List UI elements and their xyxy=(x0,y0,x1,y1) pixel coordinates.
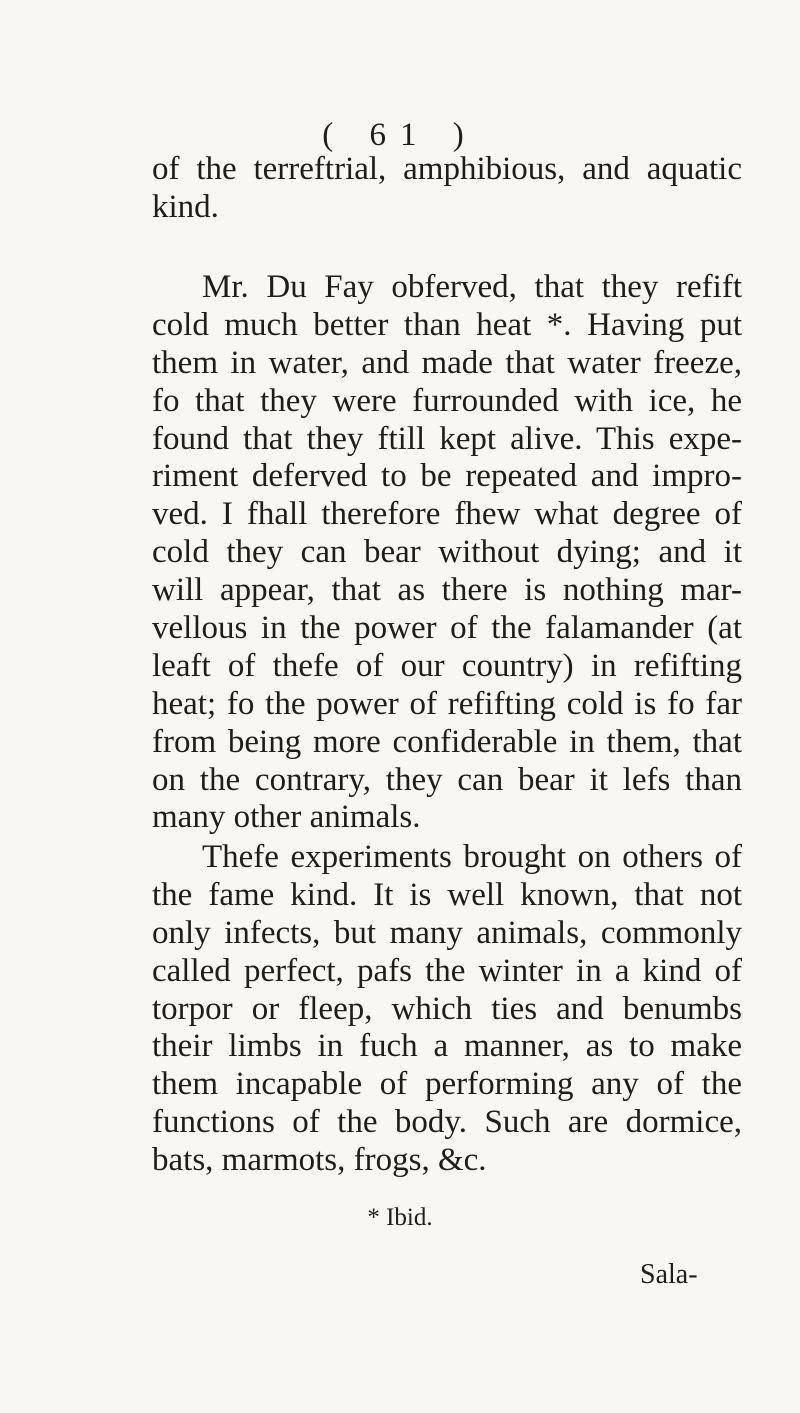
text-line: them incapable of performing any of the xyxy=(152,1066,742,1103)
text-line: many other animals. xyxy=(152,799,421,836)
text-line: Thefe experiments brought on others of xyxy=(202,839,742,875)
text-line: called perfect, pafs the winter in a kind of xyxy=(152,952,742,989)
text-line: their limbs in fuch a manner, as to make xyxy=(152,1028,742,1065)
text-line: heat; fo the power of refifting cold is fo far xyxy=(152,685,742,722)
text-line: only infects, but many animals, commonly xyxy=(152,914,742,951)
catchword: Sala- xyxy=(640,1259,698,1290)
text-line: torpor or fleep, which ties and benumbs xyxy=(152,990,742,1027)
text-line: kind. xyxy=(152,188,219,225)
text-line: leaft of thefe of our country) in refifting xyxy=(152,647,742,684)
text-line: from being more confiderable in them, that xyxy=(152,723,742,760)
text-line: them in water, and made that water freeze, xyxy=(152,344,742,381)
paragraph-1 xyxy=(152,151,742,227)
text-line: bats, marmots, frogs, &c. xyxy=(152,1142,487,1179)
text-line: ved. I fhall therefore fhew what degree of xyxy=(152,496,742,533)
text-line: the fame kind. It is well known, that not xyxy=(152,876,742,913)
paragraph-3 xyxy=(152,839,742,1180)
text-line: of the terreftrial, amphibious, and aquatic xyxy=(152,151,742,187)
text-line: functions of the body. Such are dormice, xyxy=(152,1104,742,1141)
text-line: found that they ftill kept alive. This expe- xyxy=(152,420,742,457)
page-number: ( 61 ) xyxy=(322,117,478,153)
text-line: Mr. Du Fay obferved, that they refift xyxy=(202,269,742,305)
text-line: vellous in the power of the falamander (at xyxy=(152,610,742,647)
footnote: * Ibid. xyxy=(367,1204,433,1231)
text-line: fo that they were furrounded with ice, he xyxy=(152,382,742,419)
text-line: cold they can bear without dying; and it xyxy=(152,534,742,571)
text-line: on the contrary, they can bear it lefs than xyxy=(152,761,742,798)
text-line: will appear, that as there is nothing mar- xyxy=(152,572,742,609)
paragraph-2 xyxy=(152,269,742,837)
text-line: cold much better than heat *. Having put xyxy=(152,306,742,343)
text-line: riment deferved to be repeated and impro- xyxy=(152,458,742,495)
